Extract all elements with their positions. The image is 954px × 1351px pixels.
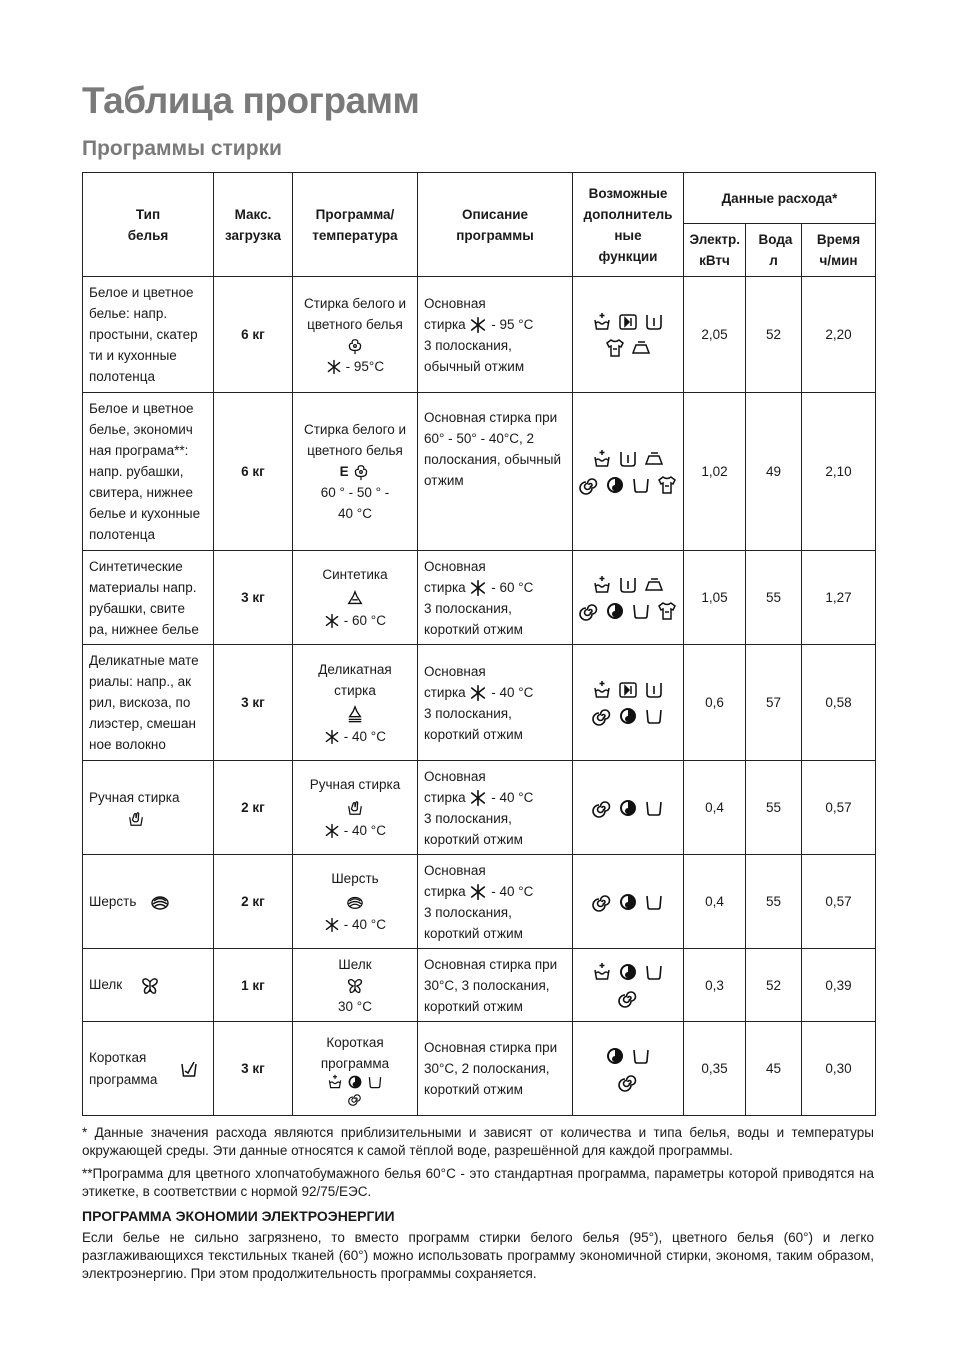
- spin-icon: [592, 706, 612, 726]
- rinse-hold-icon: [631, 601, 651, 621]
- spin-icon: [579, 601, 599, 621]
- row-load: 3 кг: [214, 551, 293, 645]
- rinse-hold-icon: [644, 892, 664, 912]
- rinse-hold-icon: [367, 1074, 383, 1090]
- temperature-icon: [324, 729, 340, 745]
- silk-icon: [140, 976, 160, 996]
- header-functions: Возможные дополнитель ные функции: [573, 173, 684, 277]
- easy-iron-shirt-icon: [657, 601, 677, 621]
- energy-saving-text: Если белье не сильно загрязнено, то вместо программ стирки белого белья (95°), цветного белья (60°) и легко разглаживающихся текстильных тканей (60°) можно использовать программу экономичной стирки, экономя, таким образом, электроэнергию. При этом продолжительность программы сохраняется.: [82, 1230, 874, 1281]
- header-type: Тип белья: [83, 173, 214, 277]
- prewash-icon: [592, 575, 612, 595]
- no-spin-icon: [618, 798, 638, 818]
- table-row: [83, 393, 876, 551]
- iron-icon: [644, 449, 664, 469]
- notes-section: [82, 1124, 874, 1288]
- easy-iron-shirt-icon: [657, 475, 677, 495]
- short-program-icon: [179, 1059, 199, 1079]
- row-load: 1 кг: [214, 949, 293, 1022]
- row-time: 0,57: [802, 855, 876, 949]
- temperature-icon: [324, 823, 340, 839]
- iron-icon: [644, 575, 664, 595]
- synthetic-icon: [346, 589, 364, 607]
- row-type: Белое и цветное белье: напр. простыни, скатер ти и кухонные полотенца: [83, 277, 214, 393]
- header-water: Вода л: [746, 224, 802, 277]
- table-row: [83, 855, 876, 949]
- row-description: Основная стирка при 30°C, 2 полоскания, короткий отжим: [418, 1022, 573, 1116]
- no-spin-icon: [605, 475, 625, 495]
- no-spin-icon: [605, 601, 625, 621]
- row-water: 52: [746, 949, 802, 1022]
- temperature-icon: [469, 883, 487, 901]
- temperature-icon: [469, 684, 487, 702]
- rinse-hold-icon: [644, 706, 664, 726]
- prewash-icon: [592, 962, 612, 982]
- programs-table: [82, 172, 876, 1116]
- row-description: Основная стирка при 30°C, 3 полоскания, короткий отжим: [418, 949, 573, 1022]
- row-type: Белое и цветное белье, экономич ная програма**: напр. рубашки, свитера, нижнее белье и кухонные полотенца: [83, 393, 214, 551]
- temperature-icon: [469, 316, 487, 334]
- row-load: 3 кг: [214, 645, 293, 761]
- row-water: 55: [746, 761, 802, 855]
- prewash-icon: [592, 680, 612, 700]
- table-row: [83, 645, 876, 761]
- temperature-icon: [324, 613, 340, 629]
- row-time: 2,20: [802, 277, 876, 393]
- row-electricity: 0,6: [684, 645, 746, 761]
- row-time: 1,27: [802, 551, 876, 645]
- row-program: Синтетика - 60 °C: [293, 551, 418, 645]
- row-description: Основная стирка - 40 °C 3 полоскания, короткий отжим: [418, 645, 573, 761]
- row-load: 3 кг: [214, 1022, 293, 1116]
- row-type: Синтетические материалы напр. рубашки, свите ра, нижнее белье: [83, 551, 214, 645]
- row-functions: [573, 645, 684, 761]
- row-electricity: 0,4: [684, 761, 746, 855]
- spin-icon: [592, 798, 612, 818]
- row-type: Шерсть: [83, 855, 214, 949]
- footnote-standard-program: **Программа для цветного хлопчатобумажного белья 60°C - это стандартная программа, параметры которой приводятся на этикетке, в соответствии с нормой 92/75/ЕЭС.: [82, 1166, 874, 1199]
- silk-icon: [346, 977, 364, 995]
- rinse-hold-icon: [644, 798, 664, 818]
- no-spin-icon: [347, 1074, 363, 1090]
- no-spin-icon: [618, 706, 638, 726]
- header-time: Время ч/мин: [802, 224, 876, 277]
- table-row: [83, 277, 876, 393]
- row-electricity: 1,02: [684, 393, 746, 551]
- footnote-consumption: * Данные значения расхода являются приблизительными и зависят от количества и типа белья, воды и температуры окружающей среды. Эти данные относятся к самой тёплой воде, разрешённой для каждой программы.: [82, 1125, 874, 1158]
- wool-icon: [150, 892, 170, 912]
- no-spin-icon: [618, 892, 638, 912]
- temperature-icon: [469, 789, 487, 807]
- rinse-plus-icon: [618, 449, 638, 469]
- row-water: 55: [746, 551, 802, 645]
- spin-icon: [592, 892, 612, 912]
- row-description: Основная стирка при 60° - 50° - 40°C, 2 полоскания, обычный отжим: [418, 393, 573, 551]
- row-description: Основная стирка - 60 °C 3 полоскания, короткий отжим: [418, 551, 573, 645]
- row-time: 0,30: [802, 1022, 876, 1116]
- temperature-icon: [324, 917, 340, 933]
- row-program: Ручная стирка - 40 °C: [293, 761, 418, 855]
- rinse-hold-icon: [631, 1046, 651, 1066]
- row-load: 6 кг: [214, 393, 293, 551]
- temperature-icon: [326, 359, 342, 375]
- row-water: 57: [746, 645, 802, 761]
- row-time: 0,57: [802, 761, 876, 855]
- rinse-plus-icon: [618, 575, 638, 595]
- iron-icon: [631, 338, 651, 358]
- row-time: 2,10: [802, 393, 876, 551]
- row-program: Шерсть - 40 °C: [293, 855, 418, 949]
- hand-wash-icon: [346, 799, 364, 817]
- row-program: Деликатная стирка - 40 °C: [293, 645, 418, 761]
- spin-icon: [618, 988, 638, 1008]
- row-program: Стирка белого и цветного белья E 60 ° - 50 ° - 40 °C: [293, 393, 418, 551]
- row-water: 55: [746, 855, 802, 949]
- row-program: Короткая программа: [293, 1022, 418, 1116]
- stains-icon: [618, 680, 638, 700]
- table-row: [83, 761, 876, 855]
- row-load: 2 кг: [214, 855, 293, 949]
- table-row: [83, 949, 876, 1022]
- row-type: Деликатные мате риалы: напр., ак рил, вискоза, по лиэстер, смешан ное волокно: [83, 645, 214, 761]
- row-electricity: 2,05: [684, 277, 746, 393]
- cotton-icon: [352, 463, 370, 481]
- rinse-plus-icon: [644, 312, 664, 332]
- stains-icon: [618, 312, 638, 332]
- temperature-icon: [469, 579, 487, 597]
- row-description: Основная стирка - 40 °C 3 полоскания, короткий отжим: [418, 761, 573, 855]
- header-program: Программа/ температура: [293, 173, 418, 277]
- spin-icon: [348, 1092, 362, 1106]
- row-functions: [573, 393, 684, 551]
- row-electricity: 0,35: [684, 1022, 746, 1116]
- row-type: Шелк: [83, 949, 214, 1022]
- row-water: 52: [746, 277, 802, 393]
- row-functions: [573, 277, 684, 393]
- header-electricity: Электр. кВтч: [684, 224, 746, 277]
- row-description: Основная стирка - 40 °C 3 полоскания, короткий отжим: [418, 855, 573, 949]
- row-type: Ручная стирка: [83, 761, 214, 855]
- table-row: [83, 1022, 876, 1116]
- row-electricity: 1,05: [684, 551, 746, 645]
- header-load: Макс. загрузка: [214, 173, 293, 277]
- row-program: Шелк 30 °C: [293, 949, 418, 1022]
- row-electricity: 0,3: [684, 949, 746, 1022]
- row-load: 2 кг: [214, 761, 293, 855]
- row-program: Стирка белого и цветного белья - 95°C: [293, 277, 418, 393]
- row-functions: [573, 1022, 684, 1116]
- energy-saving-heading: ПРОГРАММА ЭКОНОМИИ ЭЛЕКТРОЭНЕРГИИ: [82, 1208, 395, 1224]
- hand-wash-icon: [127, 810, 145, 828]
- row-water: 45: [746, 1022, 802, 1116]
- row-functions: [573, 949, 684, 1022]
- row-functions: [573, 855, 684, 949]
- header-consumption: Данные расхода*: [684, 173, 876, 224]
- delicate-icon: [346, 705, 364, 723]
- wool-icon: [346, 893, 364, 911]
- rinse-plus-icon: [644, 680, 664, 700]
- section-title: Программы стирки: [82, 137, 282, 160]
- no-spin-icon: [605, 1046, 625, 1066]
- row-electricity: 0,4: [684, 855, 746, 949]
- cotton-icon: [346, 337, 364, 355]
- row-type: Короткая программа: [83, 1022, 214, 1116]
- page-title: Таблица программ: [82, 80, 420, 121]
- rinse-hold-icon: [631, 475, 651, 495]
- rinse-hold-icon: [644, 962, 664, 982]
- row-water: 49: [746, 393, 802, 551]
- row-functions: [573, 761, 684, 855]
- row-load: 6 кг: [214, 277, 293, 393]
- spin-icon: [579, 475, 599, 495]
- prewash-icon: [327, 1074, 343, 1090]
- table-row: [83, 551, 876, 645]
- prewash-icon: [592, 449, 612, 469]
- row-description: Основная стирка - 95 °C 3 полоскания, обычный отжим: [418, 277, 573, 393]
- no-spin-icon: [618, 962, 638, 982]
- easy-iron-shirt-icon: [605, 338, 625, 358]
- row-time: 0,58: [802, 645, 876, 761]
- header-description: Описание программы: [418, 173, 573, 277]
- spin-icon: [618, 1072, 638, 1092]
- row-functions: [573, 551, 684, 645]
- prewash-icon: [592, 312, 612, 332]
- row-time: 0,39: [802, 949, 876, 1022]
